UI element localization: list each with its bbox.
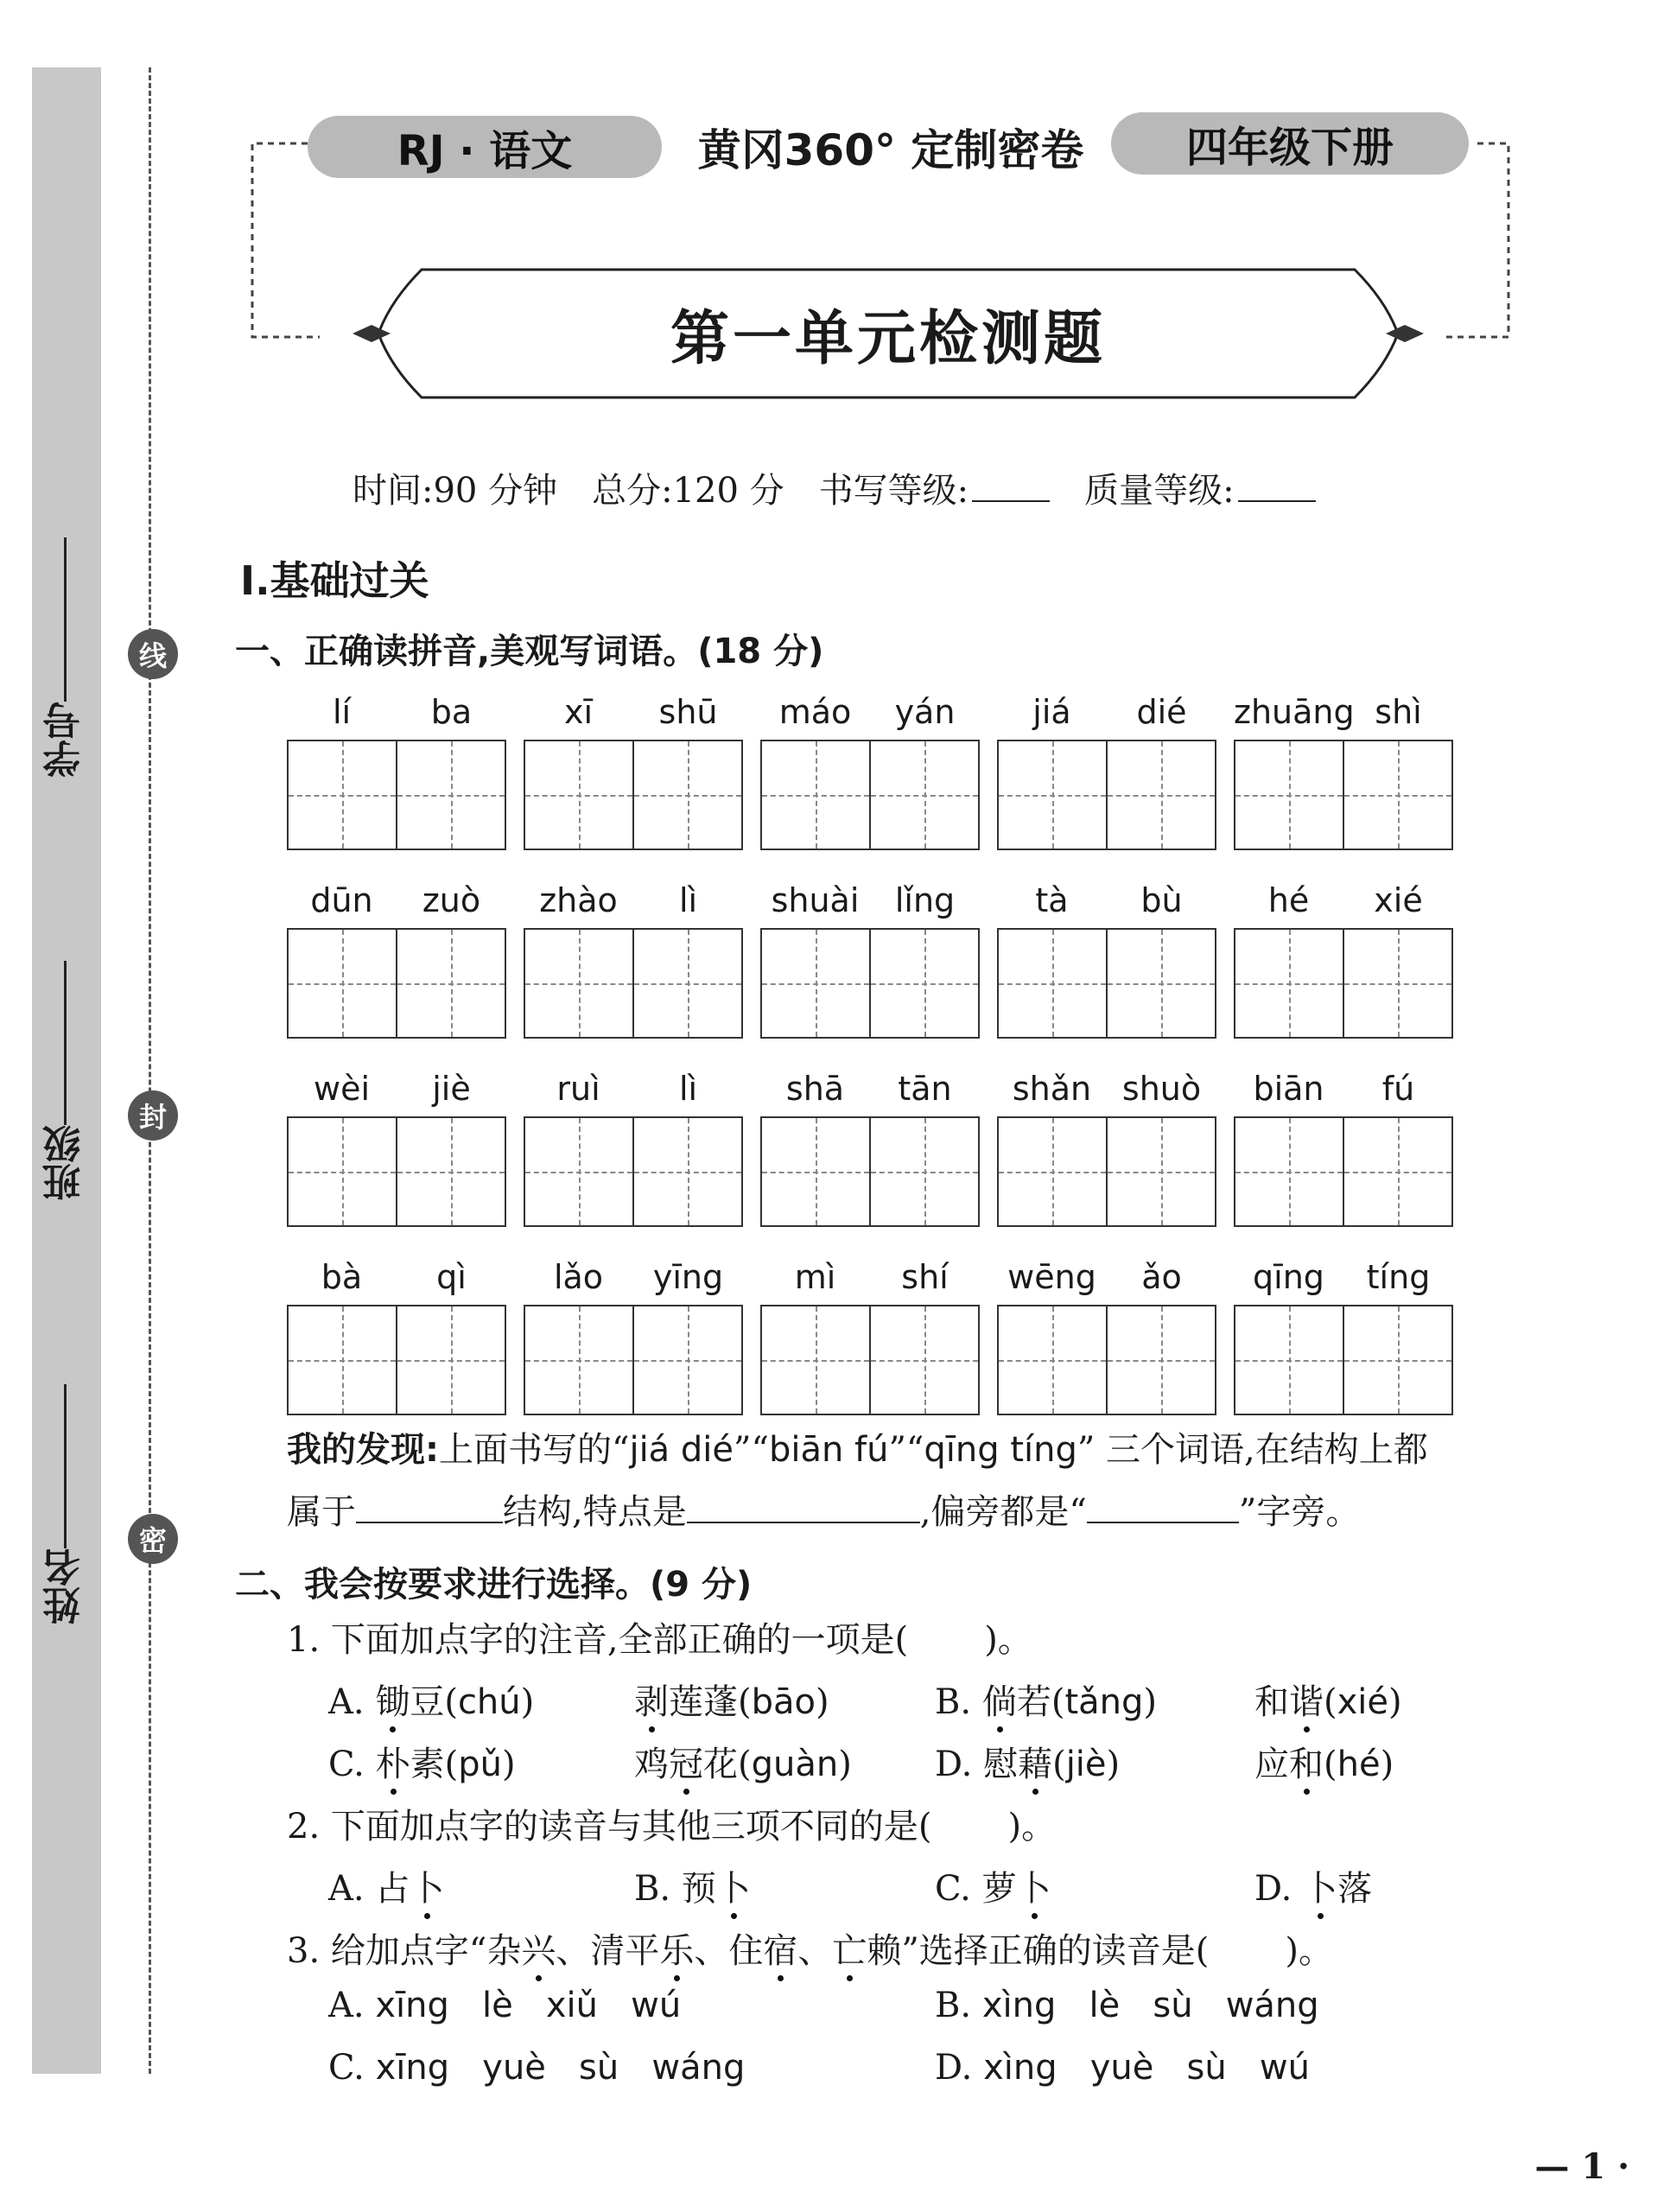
exam-time: 时间:90 分钟 bbox=[352, 471, 558, 511]
paren-close: ) bbox=[1143, 1682, 1157, 1722]
option-label: D. bbox=[935, 2048, 984, 2088]
writing-cell[interactable] bbox=[632, 1118, 741, 1225]
option-pinyin: chú bbox=[457, 1682, 521, 1722]
quality-grade bbox=[1084, 463, 1315, 512]
dotted-char: 乐 bbox=[659, 1923, 694, 1973]
discovery-label: 我的发现: bbox=[287, 1430, 439, 1470]
option-text: 鸡 bbox=[634, 1745, 669, 1784]
seal-seal: 封 bbox=[128, 1090, 178, 1141]
q2-3-option-b[interactable] bbox=[935, 1986, 1319, 2025]
pinyin-syllable: biān bbox=[1253, 1070, 1324, 1108]
pinyin-row bbox=[524, 1255, 743, 1300]
writing-cell[interactable] bbox=[869, 741, 978, 849]
pinyin-row bbox=[760, 878, 980, 923]
writing-grade-label: 书写等级: bbox=[818, 471, 969, 511]
pinyin-syllable: zhào bbox=[539, 881, 618, 919]
writing-cell[interactable] bbox=[396, 741, 505, 849]
writing-cell[interactable] bbox=[525, 741, 632, 849]
writing-grid bbox=[1234, 1116, 1453, 1227]
stem-end: )。 bbox=[984, 1620, 1032, 1660]
q2-item-2-stem bbox=[287, 1799, 1056, 1848]
option-label: C. bbox=[328, 2048, 376, 2088]
writing-cell[interactable] bbox=[999, 1118, 1106, 1225]
seal-line: 线 bbox=[128, 629, 178, 679]
discovery-text: 结构,特点是 bbox=[503, 1492, 687, 1532]
subject-pill: RJ · 语文 bbox=[308, 116, 662, 178]
writing-grid bbox=[760, 928, 980, 1039]
q2-1-option-d1[interactable] bbox=[935, 1737, 1120, 1786]
student-id-text: 学号 bbox=[43, 702, 87, 778]
pinyin-syllable: fú bbox=[1381, 1070, 1415, 1108]
writing-cell[interactable] bbox=[289, 741, 396, 849]
stem-text: 2. 下面加点字的读音与其他三项不同的是( bbox=[287, 1807, 932, 1847]
stem-text: 3. 给加点字“杂 bbox=[287, 1931, 522, 1971]
pinyin-syllable: bù bbox=[1140, 881, 1183, 919]
class-text: 班级 bbox=[43, 1125, 87, 1201]
pinyin-row bbox=[287, 1066, 506, 1111]
q2-2-option-d[interactable] bbox=[1254, 1861, 1372, 1910]
class-blank[interactable] bbox=[65, 961, 67, 1125]
pinyin-syllable: shā bbox=[785, 1070, 845, 1108]
pinyin-syllable: dié bbox=[1136, 693, 1187, 731]
pinyin-group bbox=[997, 878, 1216, 1039]
name-label bbox=[31, 1296, 100, 1624]
pinyin-row bbox=[287, 878, 506, 923]
student-id-blank[interactable] bbox=[65, 537, 67, 702]
option-pinyin: xīng lè xiǔ wú bbox=[375, 1986, 682, 2025]
dotted-char: 兴 bbox=[521, 1923, 556, 1973]
writing-cell[interactable] bbox=[289, 930, 396, 1037]
discovery-text: ,偏旁都是“ bbox=[919, 1492, 1087, 1532]
writing-cell[interactable] bbox=[1343, 1306, 1451, 1414]
page-title: 第一单元检测题 bbox=[670, 303, 1106, 373]
q2-3-option-c[interactable] bbox=[328, 2048, 745, 2088]
option-text: 萝 bbox=[981, 1869, 1017, 1909]
pinyin-syllable: jiá bbox=[1032, 693, 1071, 731]
writing-cell[interactable] bbox=[1343, 1118, 1451, 1225]
pinyin-group bbox=[760, 878, 980, 1039]
pinyin-syllable: mì bbox=[794, 1258, 836, 1296]
writing-grid bbox=[524, 1305, 743, 1415]
pinyin-syllable: jiè bbox=[432, 1070, 471, 1108]
pinyin-group bbox=[287, 1255, 506, 1415]
option-text: 素( bbox=[410, 1745, 459, 1784]
pinyin-syllable: qì bbox=[436, 1258, 467, 1296]
pinyin-row bbox=[997, 690, 1216, 734]
writing-cell[interactable] bbox=[1343, 930, 1451, 1037]
writing-grade-blank[interactable] bbox=[972, 500, 1050, 502]
writing-grid bbox=[287, 1305, 506, 1415]
discovery-text: ”字旁。 bbox=[1238, 1492, 1361, 1532]
writing-cell[interactable] bbox=[869, 930, 978, 1037]
quality-grade-blank[interactable] bbox=[1238, 500, 1316, 502]
option-label: A. bbox=[328, 1869, 376, 1909]
page-number: — 1 · bbox=[1534, 2146, 1629, 2187]
pinyin-row bbox=[760, 1255, 980, 1300]
writing-cell[interactable] bbox=[1235, 741, 1343, 849]
student-id-label bbox=[31, 449, 100, 778]
pinyin-group bbox=[997, 1255, 1216, 1415]
pinyin-syllable: shuò bbox=[1121, 1070, 1202, 1108]
exam-total: 总分:120 分 bbox=[592, 471, 784, 511]
q2-1-option-c1[interactable] bbox=[328, 1737, 516, 1786]
writing-cell[interactable] bbox=[999, 1306, 1106, 1414]
writing-grade bbox=[819, 463, 1050, 512]
q2-2-option-c[interactable] bbox=[935, 1861, 1051, 1910]
stem-text: 、清平 bbox=[556, 1931, 660, 1971]
discovery-line-2 bbox=[287, 1484, 1360, 1534]
pinyin-row bbox=[760, 1066, 980, 1111]
option-pinyin: xié bbox=[1337, 1682, 1389, 1722]
pinyin-group bbox=[1234, 690, 1453, 850]
option-label: A. bbox=[328, 1682, 376, 1722]
pinyin-group bbox=[1234, 1066, 1453, 1227]
paren-close: ) bbox=[815, 1682, 829, 1722]
dotted-char: 卜 bbox=[1303, 1861, 1337, 1910]
option-text: 占 bbox=[375, 1869, 410, 1909]
cut-line bbox=[149, 67, 151, 2074]
writing-cell[interactable] bbox=[999, 741, 1106, 849]
pinyin-row bbox=[760, 690, 980, 734]
option-pinyin: hé bbox=[1337, 1745, 1381, 1784]
pinyin-group bbox=[287, 1066, 506, 1227]
writing-grid bbox=[760, 740, 980, 850]
feature-blank[interactable] bbox=[687, 1491, 920, 1523]
quote-sep: ”“ bbox=[888, 1430, 924, 1470]
writing-grid bbox=[524, 928, 743, 1039]
writing-grid bbox=[760, 1305, 980, 1415]
dotted-char: 亡 bbox=[832, 1923, 867, 1973]
class-label bbox=[31, 873, 100, 1201]
writing-cell[interactable] bbox=[632, 930, 741, 1037]
writing-cell[interactable] bbox=[396, 1306, 505, 1414]
stem-text: 1. 下面加点字的注音,全部正确的一项是( bbox=[287, 1620, 909, 1660]
writing-cell[interactable] bbox=[396, 1118, 505, 1225]
stem-end: )。 bbox=[1285, 1931, 1333, 1971]
writing-grid bbox=[287, 1116, 506, 1227]
pinyin-syllable: lǎo bbox=[553, 1258, 604, 1296]
discovery-word-1: jiá dié bbox=[629, 1430, 734, 1470]
writing-cell[interactable] bbox=[1235, 930, 1343, 1037]
pinyin-row bbox=[524, 1066, 743, 1111]
writing-cell[interactable] bbox=[632, 1306, 741, 1414]
discovery-text: 上面书写的“ bbox=[439, 1430, 630, 1470]
pinyin-syllable: lǐng bbox=[894, 881, 956, 919]
stem-text: 、住 bbox=[694, 1931, 764, 1971]
quote-sep: ”“ bbox=[734, 1430, 769, 1470]
q2-3-option-d[interactable] bbox=[935, 2048, 1310, 2088]
option-text: 莲蓬( bbox=[669, 1682, 752, 1722]
name-blank[interactable] bbox=[65, 1384, 67, 1548]
pinyin-syllable: ba bbox=[430, 693, 473, 731]
writing-cell[interactable] bbox=[1106, 1306, 1215, 1414]
pinyin-group bbox=[1234, 1255, 1453, 1415]
discovery-word-2: biān fú bbox=[768, 1430, 889, 1470]
dotted-char: 卜 bbox=[410, 1861, 444, 1910]
writing-cell[interactable] bbox=[1106, 930, 1215, 1037]
pinyin-group bbox=[760, 1255, 980, 1415]
q2-1-option-a1[interactable] bbox=[328, 1675, 534, 1724]
pinyin-group bbox=[997, 1066, 1216, 1227]
writing-grid bbox=[997, 1305, 1216, 1415]
option-text: 应 bbox=[1254, 1745, 1289, 1784]
q2-2-option-b[interactable] bbox=[634, 1861, 751, 1910]
paren-close: ) bbox=[1380, 1745, 1394, 1784]
discovery-word-3: qīng tíng bbox=[924, 1430, 1077, 1470]
option-pinyin: guàn bbox=[751, 1745, 839, 1784]
writing-cell[interactable] bbox=[762, 1118, 869, 1225]
writing-cell[interactable] bbox=[1343, 741, 1451, 849]
writing-grid bbox=[997, 928, 1216, 1039]
pinyin-row bbox=[1234, 1066, 1453, 1111]
pinyin-syllable: zuò bbox=[422, 881, 481, 919]
pinyin-row bbox=[997, 878, 1216, 923]
seal-secret: 密 bbox=[128, 1514, 178, 1564]
pinyin-group bbox=[760, 1066, 980, 1227]
option-text: ( bbox=[1324, 1682, 1337, 1722]
pinyin-syllable: xī bbox=[563, 693, 594, 731]
writing-cell[interactable] bbox=[1106, 1118, 1215, 1225]
name-text: 姓名 bbox=[43, 1548, 87, 1624]
pinyin-syllable: tān bbox=[898, 1070, 952, 1108]
writing-grid bbox=[524, 1116, 743, 1227]
stem-end: )。 bbox=[1007, 1807, 1057, 1847]
stem-text: 赖”选择正确的读音是( bbox=[867, 1931, 1210, 1971]
radical-blank[interactable] bbox=[1087, 1491, 1239, 1523]
option-pinyin: jiè bbox=[1065, 1745, 1107, 1784]
writing-grid bbox=[1234, 928, 1453, 1039]
pinyin-group bbox=[524, 1066, 743, 1227]
structure-blank[interactable] bbox=[356, 1491, 503, 1523]
option-text: 若( bbox=[1016, 1682, 1065, 1722]
discovery-text: 属于 bbox=[287, 1492, 356, 1532]
writing-cell[interactable] bbox=[869, 1306, 978, 1414]
pinyin-group bbox=[287, 878, 506, 1039]
writing-cell[interactable] bbox=[999, 930, 1106, 1037]
pinyin-group bbox=[524, 1255, 743, 1415]
dotted-char: 藉 bbox=[1018, 1737, 1052, 1786]
option-pinyin: xìng lè sù wáng bbox=[981, 1986, 1319, 2025]
pinyin-row bbox=[1234, 690, 1453, 734]
option-label: C. bbox=[328, 1745, 376, 1784]
series-title: 黄冈360° 定制密卷 bbox=[697, 125, 1084, 175]
dotted-char: 谐 bbox=[1289, 1675, 1324, 1724]
pinyin-group bbox=[524, 690, 743, 850]
pinyin-syllable: dūn bbox=[310, 881, 373, 919]
pinyin-syllable: shuài bbox=[771, 881, 860, 919]
writing-grid bbox=[287, 928, 506, 1039]
pinyin-syllable: yán bbox=[894, 693, 956, 731]
q2-3-option-a[interactable] bbox=[328, 1986, 681, 2025]
option-text: 豆( bbox=[410, 1682, 458, 1722]
dotted-char: 锄 bbox=[375, 1675, 410, 1724]
option-pinyin: pǔ bbox=[458, 1745, 502, 1784]
writing-cell[interactable] bbox=[762, 741, 869, 849]
pinyin-syllable: hé bbox=[1267, 881, 1310, 919]
question-1-heading: 一、正确读拼音,美观写词语。(18 分) bbox=[235, 632, 824, 671]
discovery-line-1 bbox=[287, 1422, 1428, 1471]
option-text: 和 bbox=[1254, 1682, 1289, 1722]
pinyin-row bbox=[997, 1066, 1216, 1111]
dotted-char: 朴 bbox=[376, 1737, 410, 1786]
paren-close: ) bbox=[501, 1745, 516, 1784]
quality-grade-label: 质量等级: bbox=[1084, 471, 1235, 511]
writing-cell[interactable] bbox=[1235, 1118, 1343, 1225]
writing-cell[interactable] bbox=[632, 741, 741, 849]
option-label: A. bbox=[328, 1986, 376, 2025]
pinyin-syllable: xié bbox=[1374, 881, 1423, 919]
pinyin-row bbox=[524, 878, 743, 923]
q2-item-1-stem bbox=[287, 1612, 1032, 1662]
writing-cell[interactable] bbox=[289, 1306, 396, 1414]
pinyin-row bbox=[287, 1255, 506, 1300]
option-pinyin: bāo bbox=[751, 1682, 816, 1722]
pinyin-syllable: wèi bbox=[313, 1070, 370, 1108]
option-text: 落 bbox=[1337, 1869, 1373, 1909]
pinyin-syllable: shí bbox=[901, 1258, 949, 1296]
dotted-char: 倘 bbox=[982, 1675, 1017, 1724]
dotted-char: 卜 bbox=[716, 1861, 751, 1910]
option-pinyin: xīng yuè sù wáng bbox=[375, 2048, 746, 2088]
q2-1-option-b1[interactable] bbox=[935, 1675, 1157, 1724]
pinyin-syllable: shì bbox=[1375, 693, 1422, 731]
option-label: D. bbox=[935, 1745, 984, 1784]
pinyin-syllable: lì bbox=[678, 1070, 698, 1108]
option-label: C. bbox=[935, 1869, 982, 1909]
pinyin-row bbox=[1234, 878, 1453, 923]
option-text: 预 bbox=[681, 1869, 716, 1909]
q2-1-option-a2[interactable] bbox=[634, 1675, 829, 1724]
writing-cell[interactable] bbox=[1106, 741, 1215, 849]
pinyin-syllable: qīng bbox=[1253, 1258, 1324, 1296]
option-label: B. bbox=[935, 1682, 982, 1722]
paren-close: ) bbox=[1106, 1745, 1121, 1784]
q2-1-option-b2[interactable] bbox=[1254, 1675, 1402, 1724]
pinyin-syllable: wēng bbox=[1007, 1258, 1096, 1296]
pinyin-group bbox=[1234, 878, 1453, 1039]
pinyin-syllable: lí bbox=[332, 693, 352, 731]
dotted-char: 卜 bbox=[1017, 1861, 1051, 1910]
pinyin-row bbox=[524, 690, 743, 734]
writing-cell[interactable] bbox=[525, 930, 632, 1037]
option-text: 花( bbox=[703, 1745, 752, 1784]
writing-cell[interactable] bbox=[525, 1118, 632, 1225]
q2-1-option-c2[interactable] bbox=[634, 1737, 852, 1786]
option-pinyin: tǎng bbox=[1064, 1682, 1144, 1722]
writing-grid bbox=[760, 1116, 980, 1227]
q2-1-option-d2[interactable] bbox=[1254, 1737, 1394, 1786]
option-text: ( bbox=[1324, 1745, 1337, 1784]
section-heading: Ⅰ.基础过关 bbox=[240, 557, 429, 604]
option-text: 慰 bbox=[983, 1745, 1019, 1784]
pinyin-syllable: ǎo bbox=[1141, 1258, 1182, 1296]
pinyin-syllable: máo bbox=[778, 693, 852, 731]
pinyin-syllable: zhuāng bbox=[1234, 693, 1355, 731]
option-label: D. bbox=[1254, 1869, 1304, 1909]
dotted-char: 和 bbox=[1289, 1737, 1324, 1786]
pinyin-syllable: yīng bbox=[652, 1258, 724, 1296]
dotted-char: 宿 bbox=[763, 1923, 797, 1973]
pinyin-row bbox=[1234, 1255, 1453, 1300]
writing-cell[interactable] bbox=[869, 1118, 978, 1225]
pinyin-syllable: lì bbox=[678, 881, 698, 919]
paren-close: ) bbox=[838, 1745, 852, 1784]
pinyin-syllable: tà bbox=[1035, 881, 1069, 919]
pinyin-group bbox=[287, 690, 506, 850]
q2-2-option-a[interactable] bbox=[328, 1861, 444, 1910]
writing-cell[interactable] bbox=[1235, 1306, 1343, 1414]
writing-cell[interactable] bbox=[762, 930, 869, 1037]
paren-close: ) bbox=[520, 1682, 535, 1722]
pinyin-row bbox=[287, 690, 506, 734]
grade-pill: 四年级下册 bbox=[1111, 112, 1469, 175]
writing-cell[interactable] bbox=[396, 930, 505, 1037]
option-label: B. bbox=[634, 1869, 682, 1909]
writing-cell[interactable] bbox=[762, 1306, 869, 1414]
pinyin-group bbox=[524, 878, 743, 1039]
writing-grid bbox=[524, 740, 743, 850]
q2-item-3-stem bbox=[287, 1923, 1333, 1973]
writing-cell[interactable] bbox=[525, 1306, 632, 1414]
pinyin-syllable: ruì bbox=[556, 1070, 600, 1108]
exam-meta bbox=[352, 463, 1476, 512]
question-2-heading: 二、我会按要求进行选择。(9 分) bbox=[235, 1565, 753, 1605]
writing-cell[interactable] bbox=[289, 1118, 396, 1225]
writing-grid bbox=[997, 1116, 1216, 1227]
writing-grid bbox=[997, 740, 1216, 850]
option-text: ( bbox=[1052, 1745, 1066, 1784]
pinyin-row bbox=[997, 1255, 1216, 1300]
writing-grid bbox=[1234, 1305, 1453, 1415]
pinyin-syllable: shū bbox=[658, 693, 718, 731]
option-label: B. bbox=[935, 1986, 982, 2025]
dotted-char: 冠 bbox=[669, 1737, 703, 1786]
pinyin-syllable: bà bbox=[321, 1258, 363, 1296]
dotted-char: 剥 bbox=[634, 1675, 669, 1724]
pinyin-group bbox=[997, 690, 1216, 850]
discovery-text: ” 三个词语,在结构上都 bbox=[1077, 1430, 1428, 1470]
pinyin-syllable: tíng bbox=[1366, 1258, 1431, 1296]
writing-grid bbox=[287, 740, 506, 850]
stem-text: 、 bbox=[797, 1931, 833, 1971]
paren-close: ) bbox=[1388, 1682, 1402, 1722]
option-pinyin: xìng yuè sù wú bbox=[983, 2048, 1310, 2088]
writing-grid bbox=[1234, 740, 1453, 850]
pinyin-group bbox=[760, 690, 980, 850]
pinyin-syllable: shǎn bbox=[1012, 1070, 1092, 1108]
